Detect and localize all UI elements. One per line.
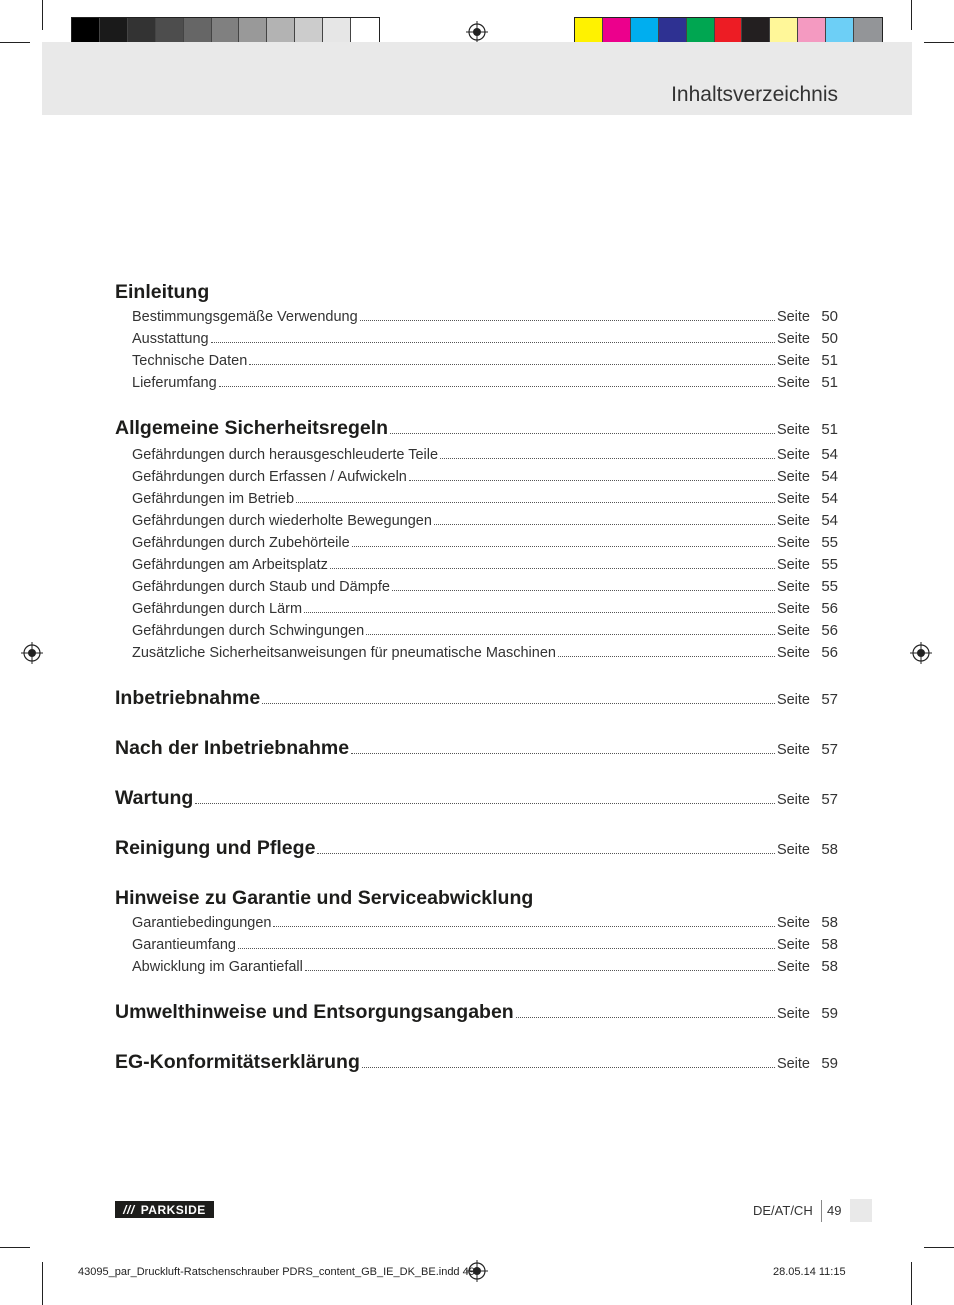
toc-section <box>115 784 838 814</box>
section-heading <box>115 414 838 444</box>
dot-leader <box>440 457 775 459</box>
entry-title: Bestimmungsgemäße Verwendung <box>132 309 358 325</box>
toc-entry <box>115 554 838 576</box>
dot-leader <box>351 752 775 754</box>
dot-leader <box>409 479 775 481</box>
page-ref: 56 <box>821 600 838 617</box>
entry-title: Gefährdungen durch Staub und Dämpfe <box>132 579 390 595</box>
seite-label: Seite <box>776 645 810 661</box>
section-title: Nach der Inbetriebnahme <box>115 737 350 759</box>
seite-label: Seite <box>776 375 810 391</box>
seite-label: Seite <box>776 353 810 369</box>
dot-leader <box>434 523 775 525</box>
seite-label: Seite <box>776 447 810 463</box>
seite-label: Seite <box>776 535 810 551</box>
seite-label: Seite <box>776 491 810 507</box>
seite-label: Seite <box>776 1056 810 1072</box>
color-swatch <box>854 18 882 45</box>
toc-entry <box>115 912 838 934</box>
table-of-contents <box>115 278 838 1098</box>
print-slug-datetime: 28.05.14 11:15 <box>773 1266 846 1278</box>
seite-label: Seite <box>776 937 810 953</box>
page-ref: 55 <box>821 578 838 595</box>
page-ref: 58 <box>821 841 838 858</box>
seite-label: Seite <box>776 959 810 975</box>
entry-title: Gefährdungen durch Schwingungen <box>132 623 365 639</box>
dot-leader <box>304 611 775 613</box>
dot-leader <box>330 567 775 569</box>
seite-label: Seite <box>776 331 810 347</box>
entry-title: Zusätzliche Sicherheitsanweisungen für pneumatische Maschinen <box>132 645 556 661</box>
seite-label: Seite <box>776 601 810 617</box>
color-swatch <box>323 18 351 45</box>
section-heading <box>115 834 838 864</box>
section-heading <box>115 684 838 714</box>
dot-leader <box>238 947 775 949</box>
color-swatch <box>100 18 128 45</box>
crop-mark <box>911 1262 912 1305</box>
crop-mark <box>0 1247 30 1248</box>
entry-title: Lieferumfang <box>132 375 217 391</box>
crop-mark <box>924 42 954 43</box>
page-ref: 57 <box>821 791 838 808</box>
color-swatch <box>798 18 826 45</box>
toc-entry <box>115 598 838 620</box>
seite-label: Seite <box>776 513 810 529</box>
dot-leader <box>195 802 775 804</box>
page-ref: 56 <box>821 622 838 639</box>
color-swatch <box>770 18 798 45</box>
crop-mark <box>924 1247 954 1248</box>
entry-title: Gefährdungen durch Zubehörteile <box>132 535 350 551</box>
toc-entry <box>115 642 838 664</box>
toc-entry <box>115 620 838 642</box>
section-title: Inbetriebnahme <box>115 687 261 709</box>
entry-title: Gefährdungen am Arbeitsplatz <box>132 557 328 573</box>
dot-leader <box>352 545 775 547</box>
color-swatch <box>687 18 715 45</box>
color-swatch <box>239 18 267 45</box>
seite-label: Seite <box>776 623 810 639</box>
brand-slashes: /// <box>123 1202 135 1217</box>
color-swatch <box>295 18 323 45</box>
seite-label: Seite <box>776 579 810 595</box>
print-slug-file: 43095_par_Druckluft-Ratschenschrauber PDRS_content_GB_IE_DK_BE.indd 49 <box>78 1266 475 1278</box>
dot-leader <box>558 655 775 657</box>
seite-label: Seite <box>776 557 810 573</box>
seite-label: Seite <box>776 915 810 931</box>
color-swatch <box>72 18 100 45</box>
color-swatch <box>603 18 631 45</box>
page-ref: 51 <box>821 374 838 391</box>
dot-leader <box>249 363 775 365</box>
page-ref: 58 <box>821 958 838 975</box>
page-title: Inhaltsverzeichnis <box>671 83 838 106</box>
entry-title: Abwicklung im Garantiefall <box>132 959 303 975</box>
toc-entry <box>115 466 838 488</box>
page-ref: 50 <box>821 308 838 325</box>
seite-label: Seite <box>776 842 810 858</box>
toc-section <box>115 884 838 978</box>
section-title: Wartung <box>115 787 194 809</box>
color-swatch <box>267 18 295 45</box>
footer-divider <box>821 1200 822 1222</box>
registration-mark-icon <box>466 21 488 43</box>
dot-leader <box>360 319 775 321</box>
page-number: 49 <box>827 1203 842 1218</box>
entry-title: Garantieumfang <box>132 937 236 953</box>
color-swatch <box>184 18 212 45</box>
toc-entry <box>115 956 838 978</box>
dot-leader <box>317 852 775 854</box>
seite-label: Seite <box>776 469 810 485</box>
entry-title: Gefährdungen durch herausgeschleuderte Teile <box>132 447 439 463</box>
page-ref: 51 <box>821 352 838 369</box>
seite-label: Seite <box>776 792 810 808</box>
toc-section <box>115 278 838 394</box>
dot-leader <box>211 341 775 343</box>
page-ref: 54 <box>821 512 838 529</box>
toc-entry <box>115 576 838 598</box>
section-heading <box>115 278 838 306</box>
section-heading <box>115 998 838 1028</box>
color-swatch <box>156 18 184 45</box>
brand-name: PARKSIDE <box>140 1202 206 1217</box>
toc-entry <box>115 372 838 394</box>
color-swatch <box>212 18 240 45</box>
toc-entry <box>115 510 838 532</box>
color-swatch <box>826 18 854 45</box>
page-ref: 55 <box>821 534 838 551</box>
registration-mark-icon <box>910 642 932 664</box>
toc-entry <box>115 328 838 350</box>
entry-title: Gefährdungen durch wiederholte Bewegungen <box>132 513 432 529</box>
color-swatch <box>659 18 687 45</box>
toc-section <box>115 998 838 1028</box>
dot-leader <box>219 385 775 387</box>
toc-entry <box>115 488 838 510</box>
page-ref: 51 <box>821 421 838 438</box>
dot-leader <box>296 501 775 503</box>
page-ref: 58 <box>821 914 838 931</box>
entry-title: Technische Daten <box>132 353 248 369</box>
color-swatch <box>575 18 603 45</box>
dot-leader <box>516 1016 775 1018</box>
dot-leader <box>262 702 775 704</box>
page-ref: 50 <box>821 330 838 347</box>
registration-mark-icon <box>21 642 43 664</box>
toc-entry <box>115 934 838 956</box>
page-ref: 59 <box>821 1055 838 1072</box>
page-ref: 54 <box>821 490 838 507</box>
section-title: Reinigung und Pflege <box>115 837 316 859</box>
dot-leader <box>390 432 775 434</box>
color-swatch <box>128 18 156 45</box>
page-ref: 54 <box>821 446 838 463</box>
color-swatch <box>715 18 743 45</box>
toc-section <box>115 414 838 664</box>
section-heading <box>115 784 838 814</box>
dot-leader <box>273 925 774 927</box>
section-heading <box>115 884 838 912</box>
crop-mark <box>911 0 912 30</box>
dot-leader <box>366 633 775 635</box>
page-number-tab <box>850 1199 872 1222</box>
entry-title: Gefährdungen im Betrieb <box>132 491 295 507</box>
section-heading <box>115 1048 838 1078</box>
toc-entry <box>115 532 838 554</box>
toc-entry <box>115 444 838 466</box>
seite-label: Seite <box>776 422 810 438</box>
dot-leader <box>362 1066 775 1068</box>
toc-section <box>115 1048 838 1078</box>
page-ref: 54 <box>821 468 838 485</box>
dot-leader <box>305 969 775 971</box>
crop-mark <box>42 1262 43 1305</box>
color-swatch <box>351 18 379 45</box>
page-ref: 58 <box>821 936 838 953</box>
section-title: Einleitung <box>115 281 210 303</box>
page-ref: 56 <box>821 644 838 661</box>
section-title: Hinweise zu Garantie und Serviceabwicklung <box>115 887 534 909</box>
locale-label: DE/AT/CH <box>753 1203 813 1218</box>
toc-entry <box>115 350 838 372</box>
section-heading <box>115 734 838 764</box>
parkside-logo <box>115 1201 214 1218</box>
toc-section <box>115 734 838 764</box>
entry-title: Gefährdungen durch Erfassen / Aufwickeln <box>132 469 407 485</box>
dot-leader <box>392 589 775 591</box>
entry-title: Garantiebedingungen <box>132 915 272 931</box>
color-swatch <box>631 18 659 45</box>
seite-label: Seite <box>776 692 810 708</box>
color-swatch <box>742 18 770 45</box>
seite-label: Seite <box>776 742 810 758</box>
page-ref: 55 <box>821 556 838 573</box>
crop-mark <box>42 0 43 30</box>
page-ref: 57 <box>821 691 838 708</box>
entry-title: Ausstattung <box>132 331 209 347</box>
page-ref: 59 <box>821 1005 838 1022</box>
toc-entry <box>115 306 838 328</box>
page-ref: 57 <box>821 741 838 758</box>
entry-title: Gefährdungen durch Lärm <box>132 601 303 617</box>
section-title: Allgemeine Sicherheitsregeln <box>115 417 389 439</box>
section-title: Umwelthinweise und Entsorgungsangaben <box>115 1001 514 1023</box>
seite-label: Seite <box>776 309 810 325</box>
crop-mark <box>0 42 30 43</box>
section-title: EG-Konformitätserklärung <box>115 1051 360 1073</box>
seite-label: Seite <box>776 1006 810 1022</box>
toc-section <box>115 834 838 864</box>
toc-section <box>115 684 838 714</box>
